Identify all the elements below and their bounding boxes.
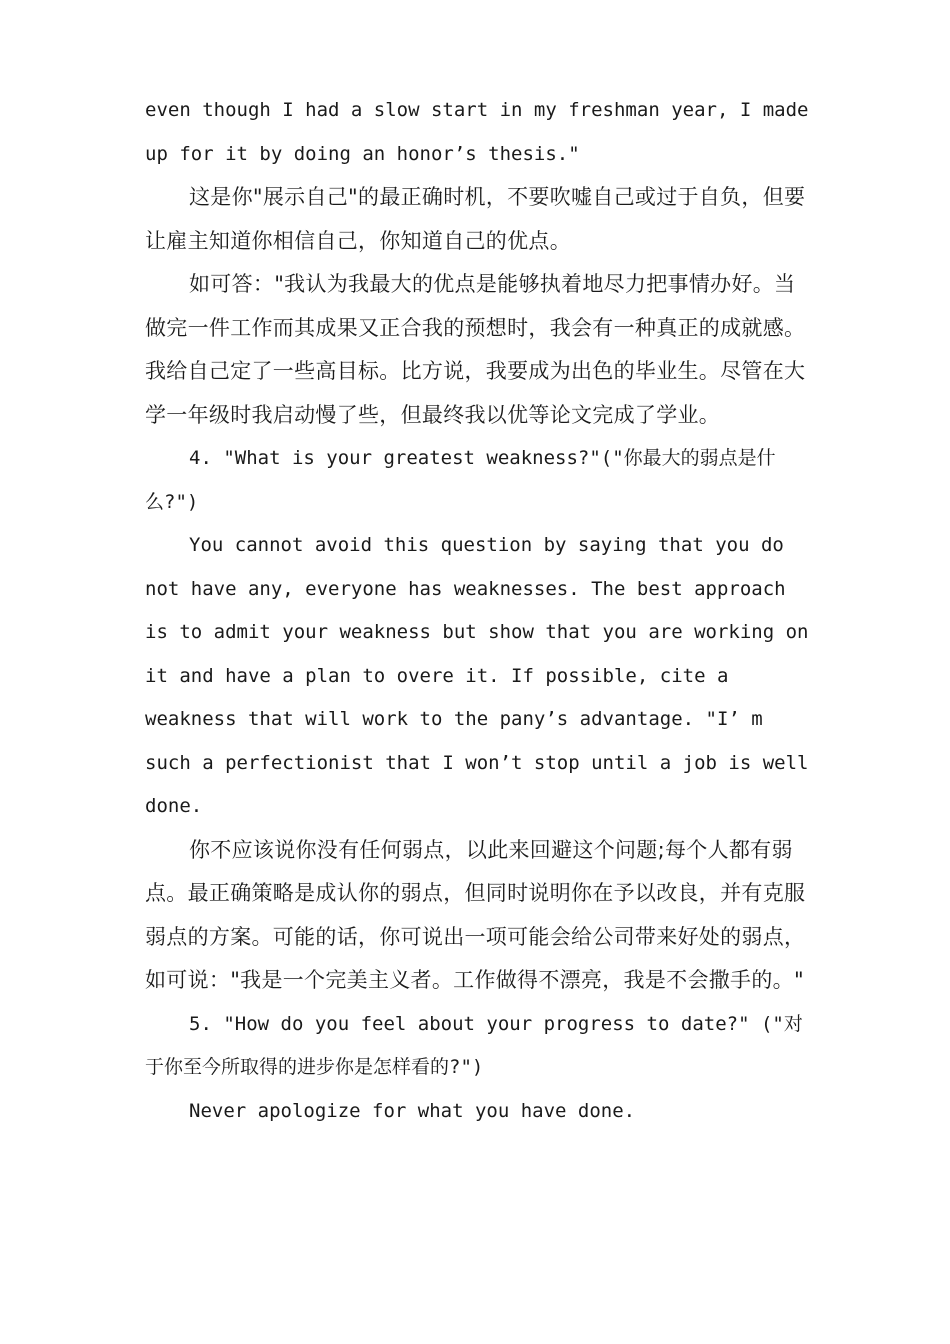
question-4-heading: 4. "What is your greatest weakness?"("你最大的弱点是什么?") xyxy=(145,447,776,513)
paragraph-chinese-sample-answer: 如可答："我认为我最大的优点是能够执着地尽力把事情办好。当做完一件工作而其成果又正合我的预想时，我会有一种真正的成就感。我给自己定了一些高目标。比方说，我要成为出色的毕业生。尽管在大学一年级时我启动慢了些，但最终我以优等论文完成了学业。 xyxy=(145,272,806,427)
paragraph-english-progress: Never apologize for what you have done. xyxy=(189,1099,636,1122)
paragraph-english-continuation: even though I had a slow start in my freshman year, I made up for it by doing an honor’s thesis." xyxy=(145,99,809,165)
document-body xyxy=(145,89,810,1133)
question-5-heading: 5. "How do you feel about your progress to date?" ("对于你至今所取得的进步你是怎样看的?") xyxy=(145,1012,803,1078)
paragraph-chinese-weakness: 你不应该说你没有任何弱点，以此来回避这个问题;每个人都有弱点。最正确策略是成认你的弱点，但同时说明你在予以改良，并有克服弱点的方案。可能的话，你可说出一项可能会给公司带来好处的弱点，如可说："我是一个完美主义者。工作做得不漂亮，我是不会撒手的。" xyxy=(145,837,806,992)
paragraph-chinese-advice: 这是你"展示自己"的最正确时机，不要吹嘘自己或过于自负，但要让雇主知道你相信自己，你知道自己的优点。 xyxy=(145,185,806,253)
paragraph-english-weakness: You cannot avoid this question by saying that you do not have any, everyone has weaknesses. The best approach is to admit your weakness but show that you are working on it and have a plan to overe it. If possible, cite a weakness that will work to the pany’s advantage. "I’ m such a perfectionist that I won’t stop until a job is well done. xyxy=(145,534,809,817)
